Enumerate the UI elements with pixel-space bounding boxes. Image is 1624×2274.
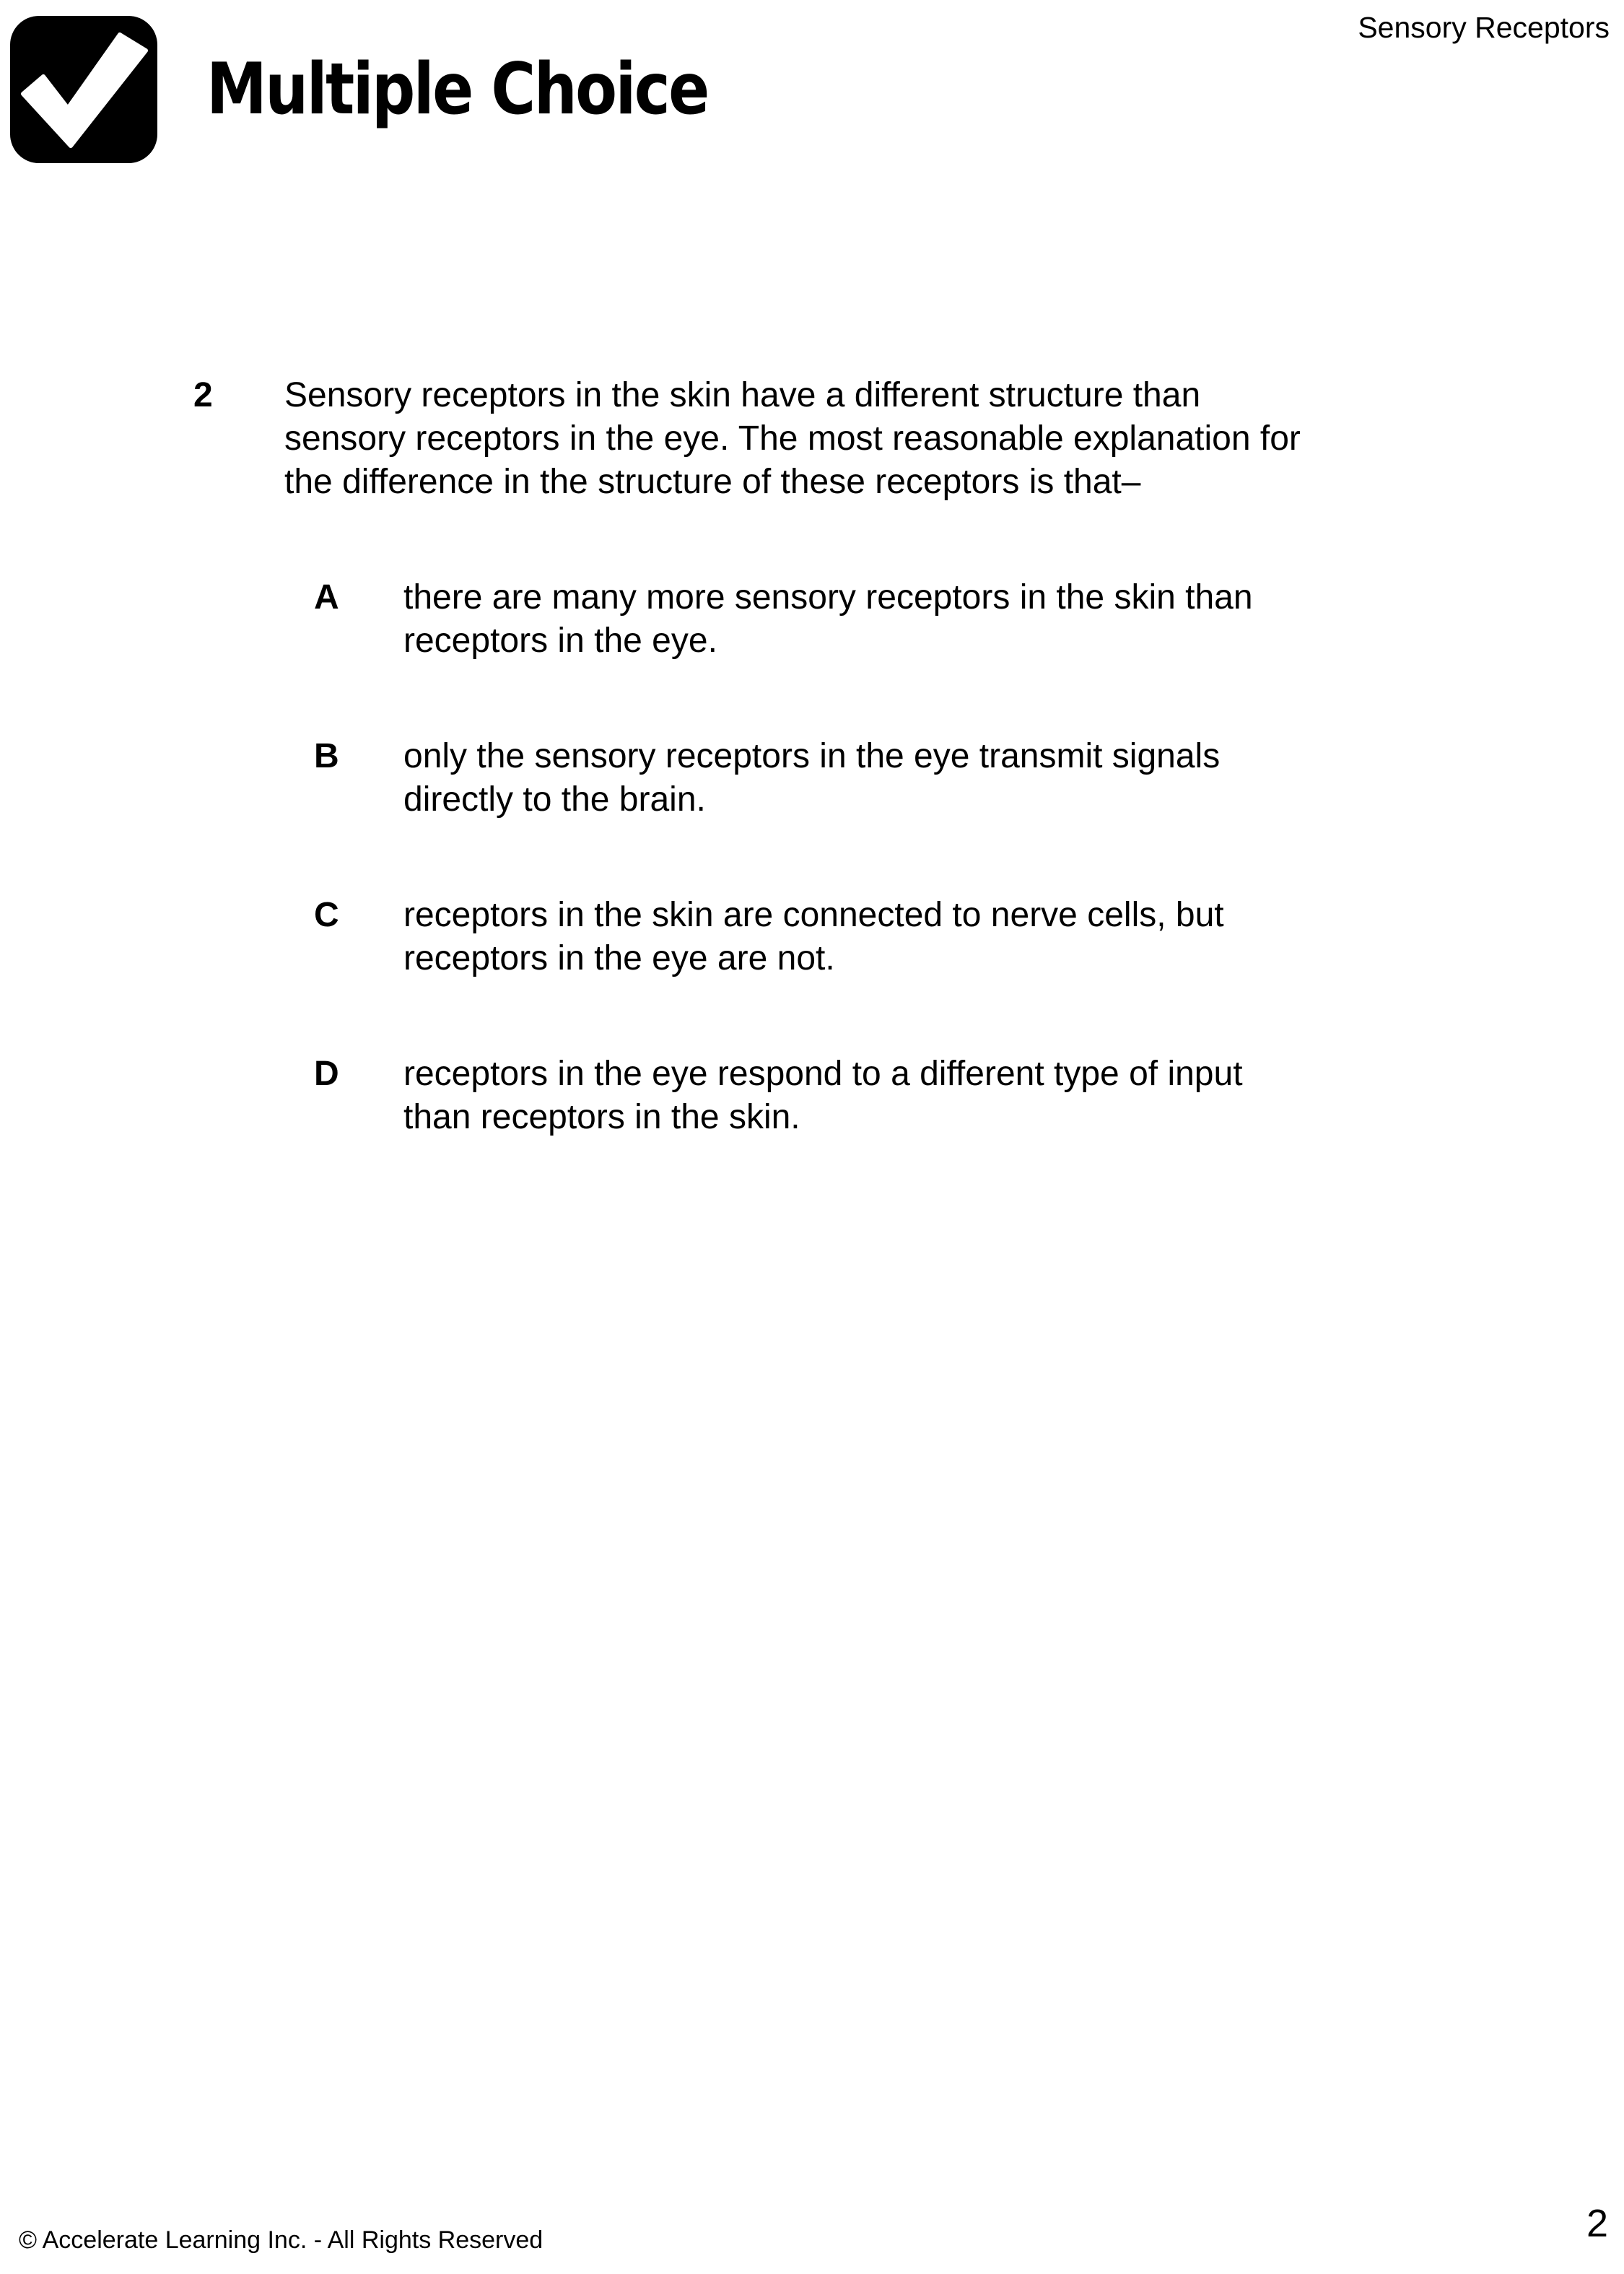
option-text: only the sensory receptors in the eye transmit signals directly to the brain. <box>403 737 1221 819</box>
option-letter: A <box>314 578 339 617</box>
question-row <box>193 374 1305 504</box>
section-title: Multiple Choice <box>206 48 708 131</box>
header-topic: Sensory Receptors <box>1358 11 1610 44</box>
option-text: receptors in the eye respond to a different type of input than receptors in the skin. <box>403 1055 1243 1136</box>
answer-option-a[interactable] <box>314 576 1305 663</box>
checkmark-icon <box>7 13 160 166</box>
option-text: there are many more sensory receptors in the skin than receptors in the eye. <box>403 578 1253 660</box>
answer-option-b[interactable] <box>314 735 1305 822</box>
page-number: 2 <box>1586 2202 1608 2245</box>
question-stem: Sensory receptors in the skin have a different structure than sensory receptors in the eye. The most reasonable explanation for the difference in the structure of these receptors is that– <box>284 376 1301 501</box>
option-letter: B <box>314 737 339 775</box>
option-letter: C <box>314 896 339 934</box>
question-number: 2 <box>193 376 213 414</box>
answer-option-d[interactable] <box>314 1053 1305 1139</box>
footer-copyright: © Accelerate Learning Inc. - All Rights Reserved <box>19 2226 543 2254</box>
option-text: receptors in the skin are connected to nerve cells, but receptors in the eye are not. <box>403 896 1224 977</box>
answer-option-c[interactable] <box>314 894 1305 980</box>
question-block <box>193 374 1305 1211</box>
option-letter: D <box>314 1055 339 1093</box>
answer-options <box>193 576 1305 1139</box>
